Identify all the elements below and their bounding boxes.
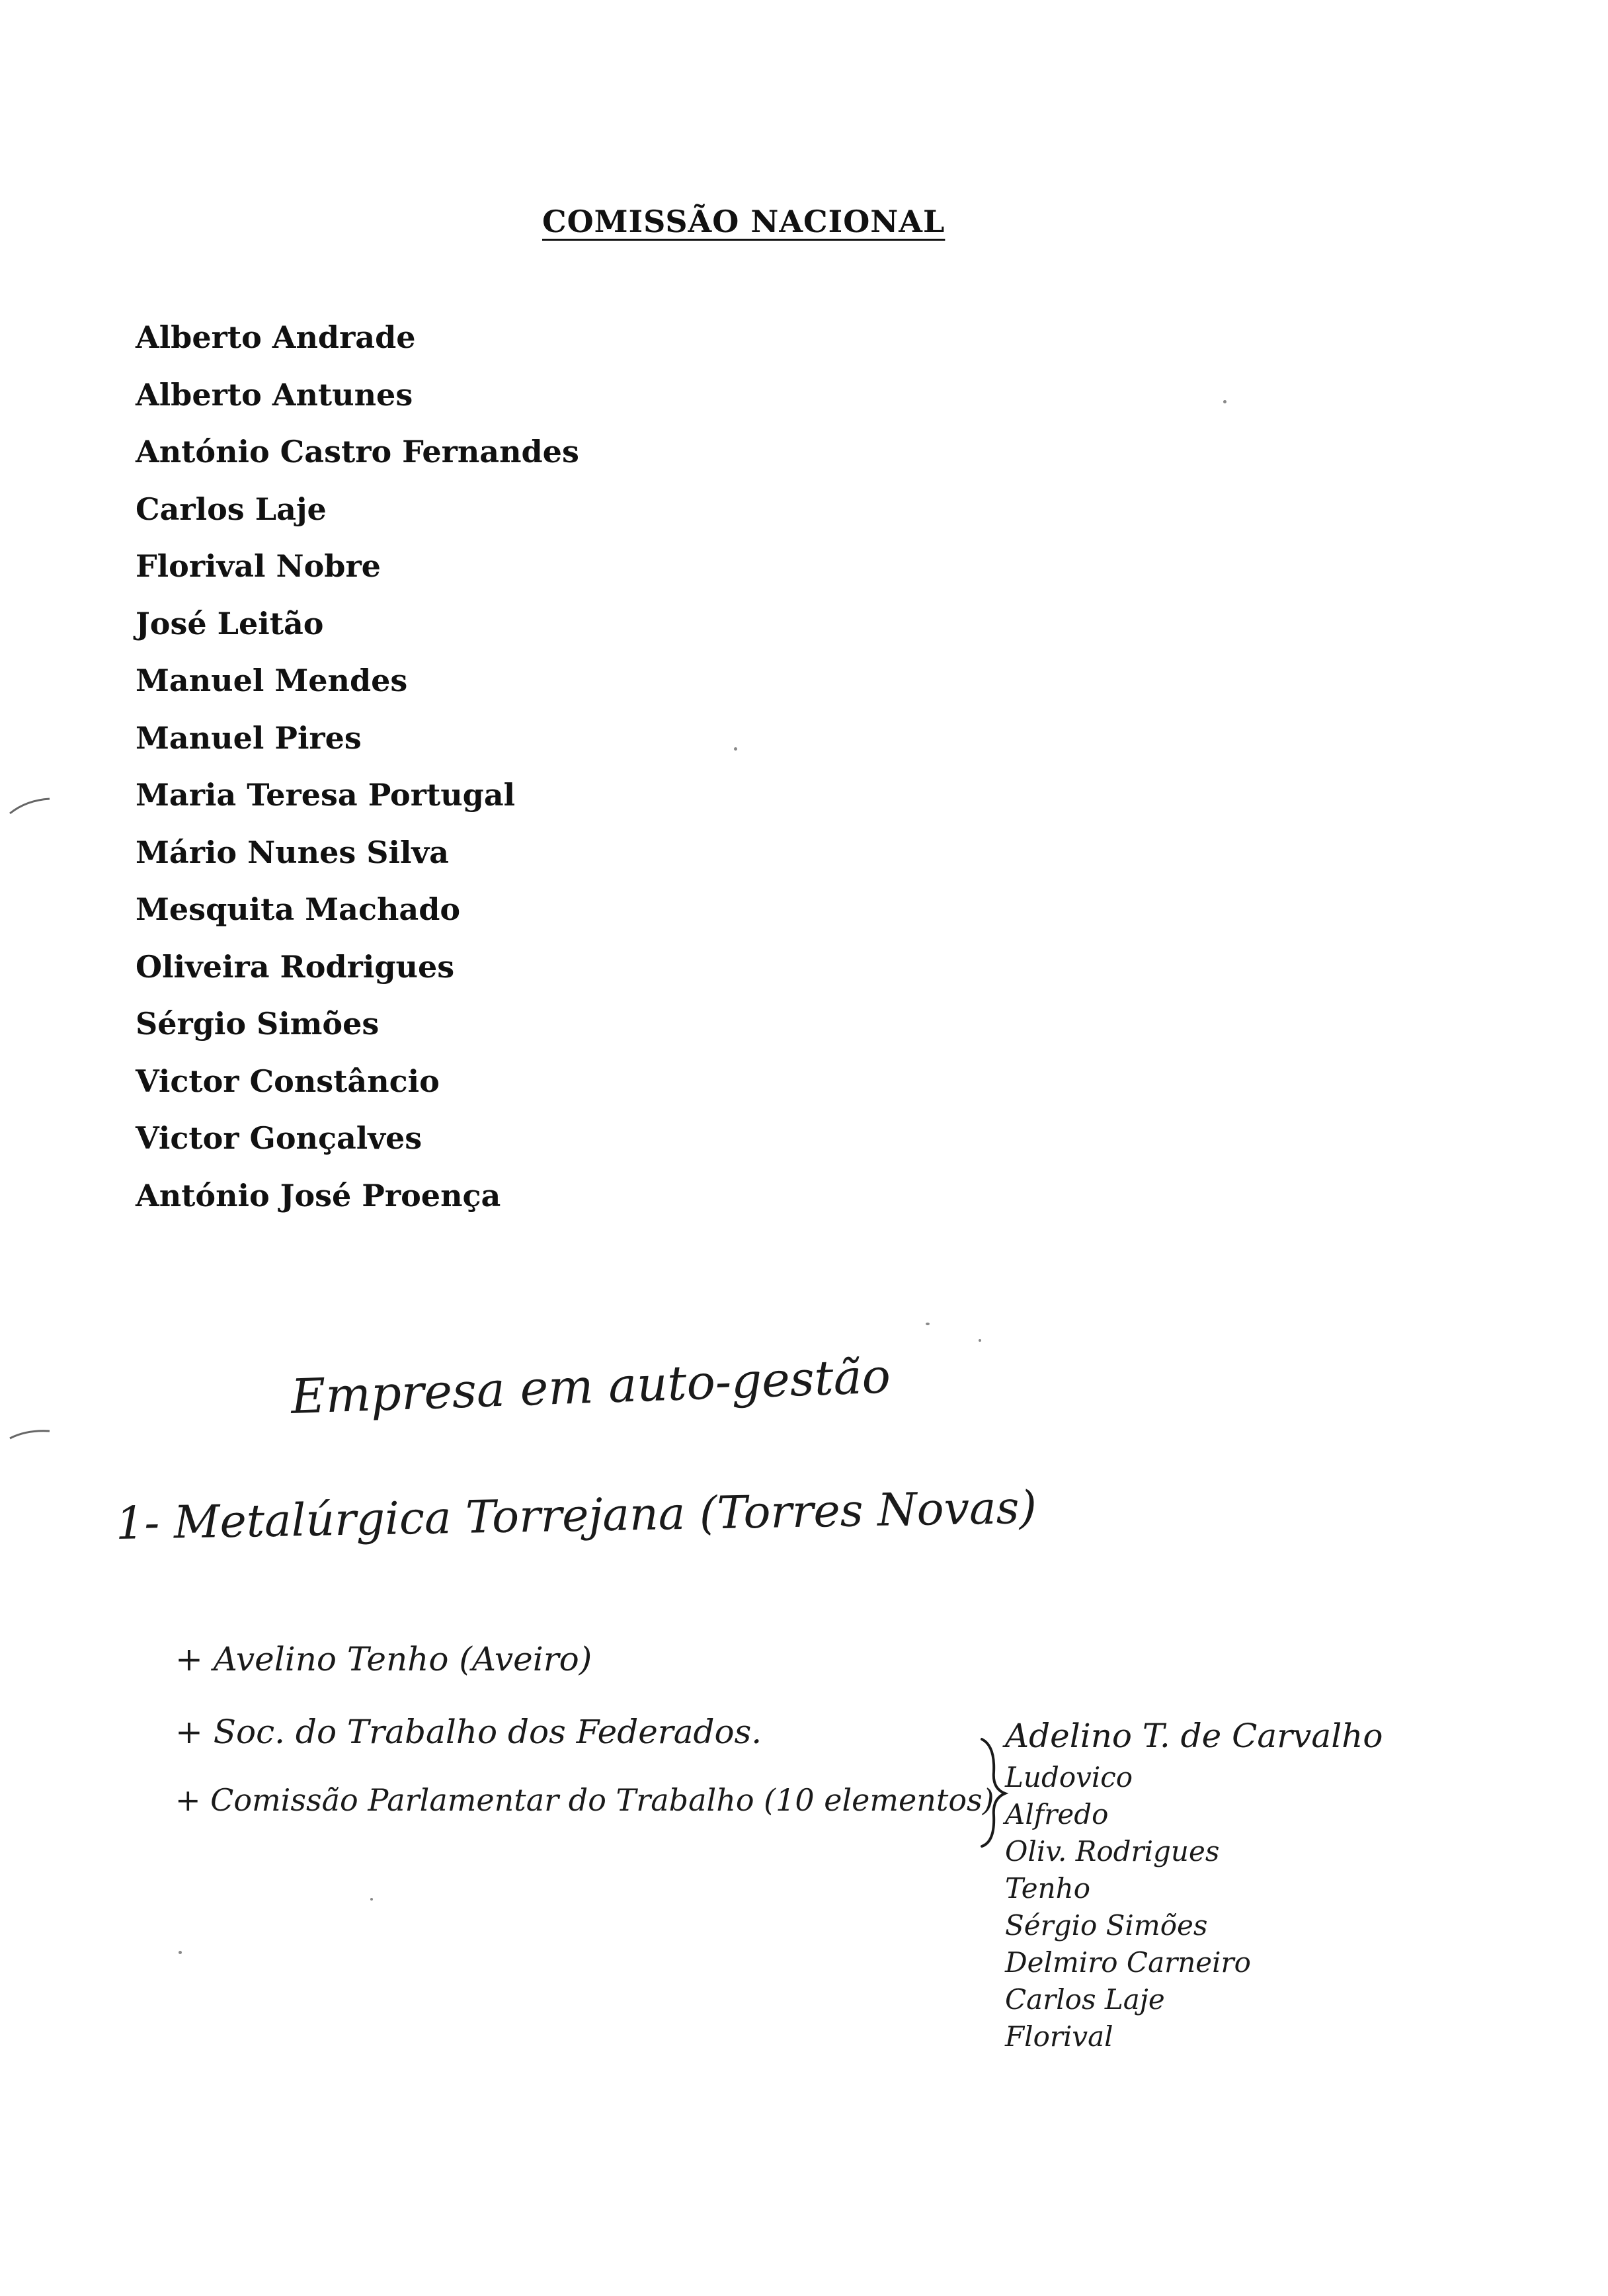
page-title: COMISSÃO NACIONAL (542, 204, 945, 239)
handwritten-name: Alfredo (1005, 1798, 1109, 1830)
scan-speck (979, 1339, 981, 1342)
member-name: António José Proença (136, 1177, 501, 1213)
handwritten-item: + Comissão Parlamentar do Trabalho (10 elementos) (175, 1782, 994, 1818)
member-name: Florival Nobre (136, 548, 381, 584)
handwritten-name: Carlos Laje (1005, 1983, 1165, 2016)
scan-speck (734, 747, 737, 751)
member-name: Manuel Pires (136, 719, 362, 756)
member-name: Carlos Laje (136, 491, 327, 527)
member-name: Maria Teresa Portugal (136, 777, 516, 813)
handwritten-name: Florival (1005, 2020, 1113, 2053)
handwritten-name: Delmiro Carneiro (1005, 1946, 1251, 1979)
handwritten-name: Oliv. Rodrigues (1005, 1835, 1220, 1867)
member-name: Victor Constâncio (136, 1063, 440, 1099)
handwritten-line: 1- Metalúrgica Torrejana (Torres Novas) (115, 1481, 1037, 1550)
scan-speck (926, 1323, 930, 1325)
member-name: Mário Nunes Silva (136, 834, 449, 870)
handwritten-heading: Empresa em auto-gestão (290, 1348, 892, 1424)
handwritten-item: + Soc. do Trabalho dos Federados. (175, 1713, 762, 1751)
handwritten-item: + Avelino Tenho (Aveiro) (175, 1640, 592, 1678)
member-name: Victor Gonçalves (136, 1120, 422, 1156)
scan-artifact (7, 1422, 53, 1448)
member-name: Sérgio Simões (136, 1006, 380, 1042)
scan-speck (1223, 400, 1226, 403)
scan-speck (370, 1898, 373, 1901)
member-name: José Leitão (136, 605, 324, 641)
scan-artifact (7, 794, 53, 820)
handwritten-name: Ludovico (1005, 1761, 1133, 1793)
member-name: Manuel Mendes (136, 663, 408, 698)
handwritten-name: Adelino T. de Carvalho (1005, 1717, 1383, 1755)
handwritten-name-list (1005, 1713, 1383, 2055)
scan-speck (179, 1951, 182, 1954)
member-name: António Castro Fernandes (136, 434, 579, 470)
member-list (136, 317, 579, 1233)
member-name: Mesquita Machado (136, 891, 461, 927)
handwritten-name: Sérgio Simões (1005, 1909, 1208, 1942)
handwritten-name: Tenho (1005, 1872, 1090, 1905)
member-name: Alberto Antunes (136, 376, 413, 413)
member-name: Oliveira Rodrigues (136, 948, 455, 985)
member-name: Alberto Andrade (136, 319, 416, 355)
